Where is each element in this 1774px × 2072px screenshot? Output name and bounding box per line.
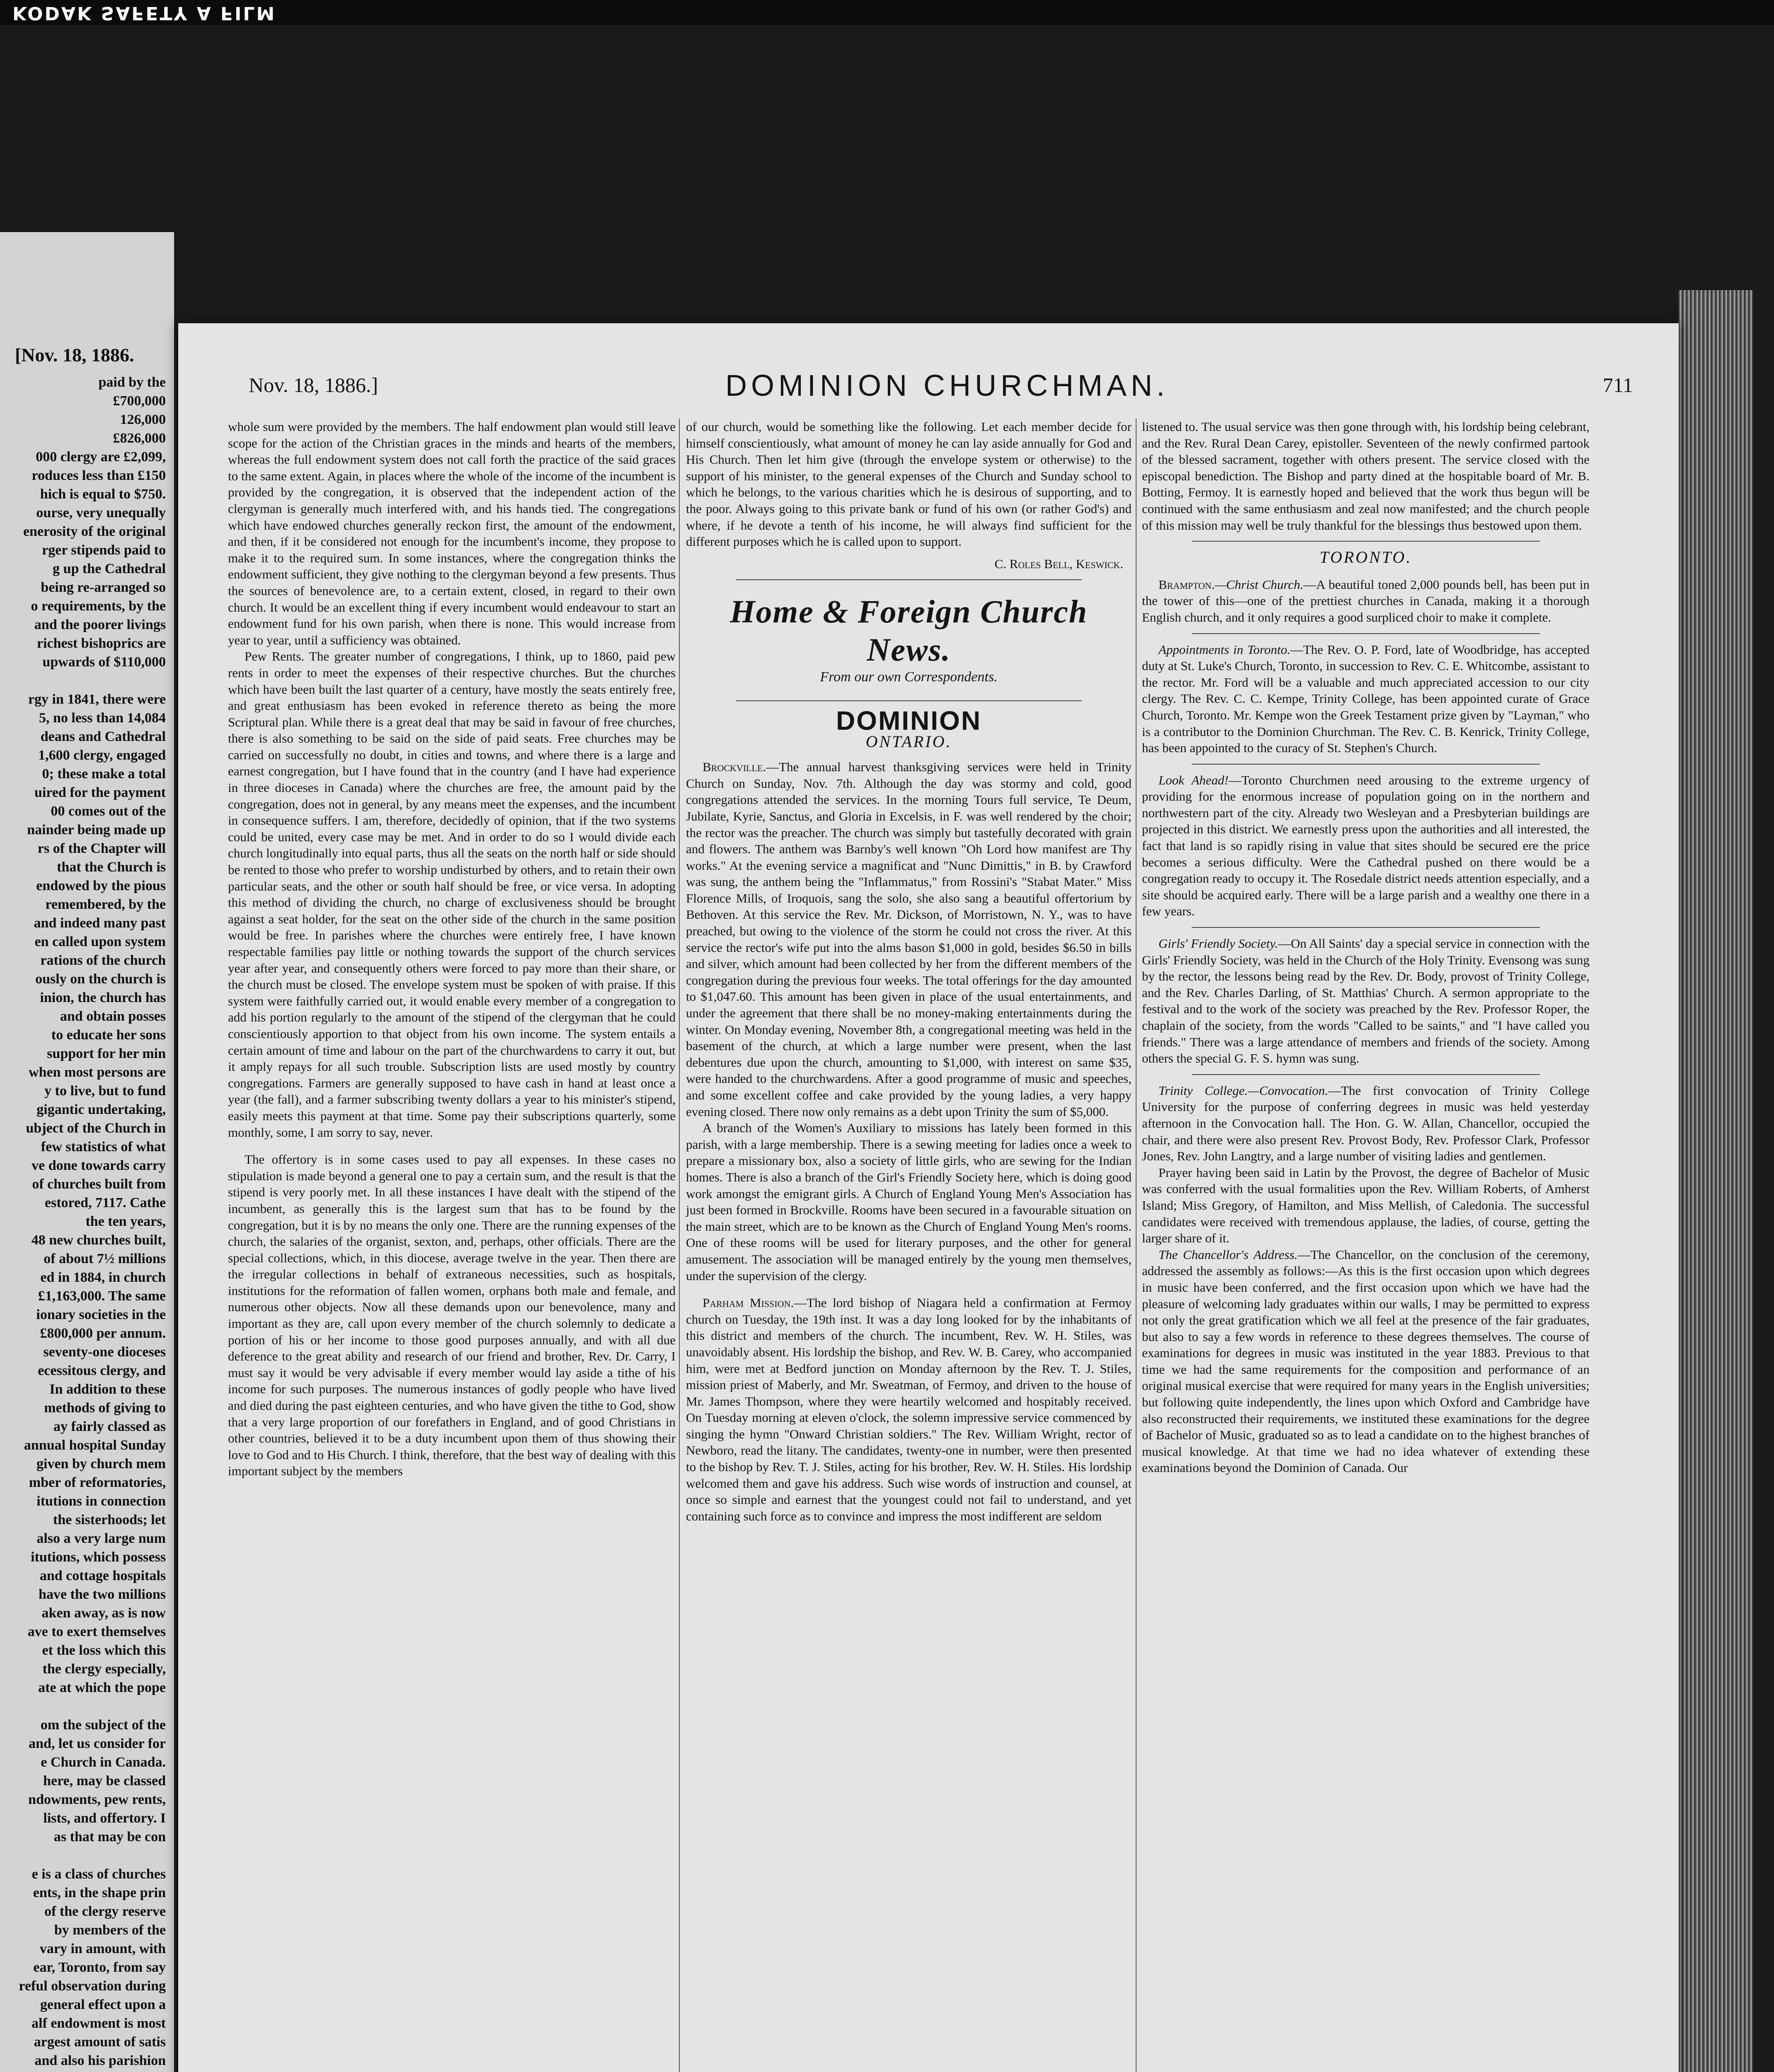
previous-page-line: rations of the church (40, 953, 166, 968)
previous-page-line: ate at which the pope (38, 1680, 166, 1695)
news-lead: Brampton. (1158, 577, 1215, 592)
previous-page-line: ecessitous clergy, and (38, 1363, 166, 1378)
column-2 (686, 419, 1132, 1524)
column-rule (679, 419, 680, 2072)
previous-page-line: the ten years, (85, 1214, 166, 1229)
previous-page-line: hich is equal to $750. (40, 487, 166, 502)
newspaper-page (178, 323, 1679, 2072)
previous-page-line: ear, Toronto, from say (33, 1960, 166, 1975)
news-item (1142, 1164, 1590, 1247)
previous-page-line: om the subject of the (40, 1717, 166, 1733)
previous-page-line: In addition to these (49, 1382, 166, 1397)
previous-page-fragment (0, 232, 174, 2072)
previous-page-line: of churches built from (32, 1176, 166, 1192)
previous-page-line: seventy-one dioceses (43, 1344, 166, 1360)
issue-date: Nov. 18, 1886.] (249, 373, 378, 397)
previous-page-line: uired for the payment (34, 785, 166, 800)
previous-page-line: given by church mem (36, 1456, 166, 1472)
section-divider (736, 700, 1082, 701)
previous-page-line: also a very large num (36, 1531, 166, 1546)
news-item (686, 759, 1132, 1120)
film-strip (0, 0, 1774, 25)
section-divider (1192, 927, 1540, 928)
previous-page-line: and indeed many past (34, 915, 166, 931)
previous-page-line: ubject of the Church in (26, 1121, 166, 1136)
previous-page-line: aken away, as is now (41, 1605, 166, 1621)
previous-page-line: and obtain posses (60, 1009, 166, 1024)
previous-page-line: of about 7½ millions (44, 1251, 166, 1266)
previous-page-line: £1,163,000. The same (38, 1288, 166, 1304)
news-text: —A beautiful toned 2,000 pounds bell, has been put in the tower of this—one of the prettiest churches in Canada, making it a thorough English church, and it only requires a good surpliced choir to make it complete. (1142, 577, 1590, 625)
previous-page-line (0, 1846, 166, 1865)
previous-page-line: inion, the church has (40, 990, 166, 1005)
previous-page-line: ave to exert themselves (27, 1624, 166, 1639)
previous-page-line: ve done towards carry (32, 1158, 166, 1173)
previous-page-line: richest bishoprics are (36, 636, 166, 651)
previous-page-line: o requirements, by the (31, 598, 166, 614)
previous-page-line: rs of the Chapter will (37, 841, 166, 856)
previous-page-line: estored, 7117. Cathe (44, 1195, 166, 1210)
paragraph: whole sum were provided by the members. The half endowment plan would still leave scope for the action of the Christian graces in the minds and hearts of the members, whereas the full endowment system does not call forth the practice of the said graces to the same extent. Again, in places where the whole of the income of the incumbent is provided by the congregation, it is observed that the independent action of the clergyman is generally much interfered with, and his hands tied. The congregations which have endowed churches generally reckon first, the amount of the endowment, and then, if it be considered not enough for the incumbent's income, they propose to make it to the required sum. In some instances, where the congregation thinks the endowment sufficient, they give nothing to the clergyman beyond a few presents. Thus the sources of benevolence are, to a certain extent, closed, in regard to their own church. It would be an excellent thing if every incumbent would endeavour to start an endowment fund for his own parish, when there is none. This would increase from year to year, until a sufficiency was obtained. (228, 419, 676, 647)
previous-page-line: to educate her sons (51, 1027, 166, 1043)
previous-page-line: 000 clergy are £2,099, (36, 449, 166, 465)
previous-page-line: 5, no less than 14,084 (39, 710, 166, 726)
section-divider (1192, 633, 1540, 634)
previous-page-line: reful observation during (19, 1978, 166, 1994)
previous-page-line: et the loss which this (42, 1643, 166, 1658)
previous-page-line: of the clergy reserve (44, 1904, 166, 1919)
previous-page-line: rger stipends paid to (42, 542, 166, 558)
news-item (1142, 1247, 1590, 1476)
news-runin: Appointments in Toronto. (1158, 642, 1291, 657)
news-text: Prayer having been said in Latin by the Provost, the degree of Bachelor of Music was conferred with the usual formalities upon the Rev. William Roberts, of Amherst Island; Miss Gregory, of Hamilton, and Miss Mellish, of Caledonia. The successful candidates were received with tremendous applause, the ladies, of course, getting the larger share of it. (1142, 1165, 1590, 1246)
previous-page-line: ionary societies in the (36, 1307, 166, 1322)
previous-page-line: upwards of $110,000 (42, 654, 166, 670)
previous-page-line: few statistics of what (41, 1139, 166, 1155)
previous-page-line: £800,000 per annum. (40, 1326, 166, 1341)
news-item (686, 1120, 1132, 1284)
news-text: —The lord bishop of Niagara held a confirmation at Fermoy church on Tuesday, the 19th inst. It was a day long looked for by the inhabitants of this district and members of the church. The incumbent, Rev. W. H. Stiles, was unavoidably absent. His lordship the bishop, and Rev. W. B. Carey, who accompanied him, were met at Bedford junction on Monday afternoon by the Rev. T. J. Stiles, mission priest of Maberly, and Mr. Sweatman, of Fermoy, and driven to the house of Mr. James Thompson, where they were heartily welcomed and hospitably received. On Tuesday morning at eleven o'clock, the solemn impressive service commenced by singing the hymn "Onward Christian soldiers." The Rev. William Wright, rector of Newboro, read the litany. The candidates, twenty-one in number, were then presented to the bishop by Rev. T. J. Stiles, acting for his brother, Rev. W. H. Stiles. His lordship welcomed them and gave his address. Such wise words of instruction and counsel, at once so simple and earnest that the youngest could not fail to understand, and yet containing such force as to convince and impress the most indifferent are seldom (686, 1295, 1132, 1523)
previous-page-line: the sisterhoods; let (53, 1512, 166, 1527)
news-item (1142, 935, 1590, 1067)
previous-page-line: deans and Cathedral (40, 729, 166, 744)
previous-page-line: alf endowment is most (32, 2016, 166, 2031)
previous-page-line: and, let us consider for (29, 1736, 166, 1751)
news-runin: Trinity College.—Convocation. (1158, 1083, 1328, 1098)
paragraph: The offertory is in some cases used to pay all expenses. In these cases no stipulation is made beyond a general one to pay a certain sum, and the result is that the stipend is very poorly met. In all these instances I have dealt with the stipend of the incumbent, as generally this is the largest sum that has to be found by the congregation, but it is by no means the only one. There are the running expenses of the church, the salaries of the organist, sexton, and, perhaps, other officials. There are the special collections, which, in this diocese, average twelve in the year. Then there are the irregular collections in behalf of extraneous necessities, such as hospitals, institutions for the reformation of fallen women, orphans both male and female, and numerous other objects. Now all these demands upon our benevolence, many and important as they are, call upon every member of the church solemnly to dedicate a portion of his or her income to those good purposes annually, and with all due deference to the great ability and research of our friend and brother, Rev. Dr. Carry, I must say it would be very advisable if every member would lay aside a tithe of his income for such purposes. The numerous instances of godly people who have lived and died during the past eighteen centuries, and who have given the tithe to God, show that a very large proportion of our forefathers in England, and of good Christians in other countries, believed it to be a duty incumbent upon them of thus showing their love to God and to His Church. I think, therefore, that the best way of dealing with this important subject by the members (228, 1152, 676, 1479)
section-divider (1192, 541, 1540, 542)
news-text: —The Chancellor, on the conclusion of the ceremony, addressed the assembly as follows:—As this is the first occasion upon which degrees in music have been conferred, and the first occasion upon which we have had the pleasure of welcoming lady graduates within our walls, I may be permitted to express not only the great gratification which we all feel at the presence of the fair graduates, but also to say a few words in reference to these degrees themselves. The course of examinations for degrees in music was instituted in the year 1883. Previous to that time we had the same requirements for the composition and performance of an original musical exercise that were required for many years in the English universities; but following quite independently, the lines upon which Oxford and Cambridge have also reconstructed their requirements, we instituted these examinations for the degree of Bachelor of Music, graduated so as to lead a candidate on to the highest branches of musical knowledge. At that time we had no idea whatever of extending these examinations beyond the Dominion of Canada. Our (1142, 1247, 1590, 1475)
previous-page-line: being re-arranged so (41, 580, 166, 595)
previous-page-line: g up the Cathedral (53, 561, 166, 576)
film-label: KODAK SAFETY A FILM (12, 2, 276, 24)
previous-page-line: by members of the (54, 1922, 166, 1938)
previous-page-line: en called upon system (34, 934, 166, 949)
letter-signature: C. Roles Bell, Keswick. (994, 556, 1123, 571)
previous-page-line: ed in 1884, in church (40, 1270, 166, 1285)
news-text: —The first convocation of Trinity College University for the purpose of conferring degrees in music was held yesterday afternoon in the Convocation hall. The Hon. G. W. Allan, Chancellor, occupied the chair, and there were also present Rev. Provost Body, Rev. Professor Clark, Professor Jones, Rev. John Langtry, and a large number of visiting ladies and gentlemen. (1142, 1083, 1590, 1164)
previous-page-line: gigantic undertaking, (36, 1102, 166, 1117)
column-1 (228, 419, 676, 1479)
previous-page-line: rgy in 1841, there were (28, 692, 166, 707)
previous-page-line: as that may be con (53, 1829, 166, 1844)
running-head (249, 365, 1646, 402)
previous-page-line: annual hospital Sunday (24, 1438, 166, 1453)
previous-page-line: itutions, which possess (31, 1549, 166, 1565)
previous-page-line: mber of reformatories, (29, 1475, 166, 1490)
previous-page-line: enerosity of the original (23, 524, 166, 539)
previous-page-line: paid by the (98, 375, 166, 390)
previous-page-line: £700,000 (113, 393, 166, 409)
previous-page-line: 00 comes out of the (51, 804, 166, 819)
previous-page-line: roduces less than £150 (32, 468, 166, 483)
previous-page-line: y to live, but to fund (44, 1083, 166, 1099)
news-text: —The Rev. O. P. Ford, late of Woodbridge, has accepted duty at St. Luke's Church, Toronto, in succession to Rev. C. E. Whitcombe, assistant to the rector. Mr. Ford will be a valuable and much appreciated accession to our city clergy. The Rev. C. C. Kempe, Trinity College, has been appointed curate of Grace Church, Toronto. Mr. Kempe won the Greek Testament prize given by "Layman," who is a contributor to the Dominion Churchman. The Rev. C. B. Kenrick, Trinity College, has been appointed to the curacy of St. Stephen's Church. (1142, 642, 1590, 755)
news-lead: Parham Mission. (703, 1295, 794, 1310)
news-runin: Look Ahead! (1158, 772, 1229, 787)
news-text: A branch of the Women's Auxiliary to missions has lately been formed in this parish, with a large membership. There is a sewing meeting for ladies once a week to prepare a missionary box, also a society of little girls, who are sewing for the Indian homes. There is also a branch of the Girl's Friendly Society here, which is doing good work amongst the emigrant girls. A Church of England Young Men's Association has just been formed in Brockville. Rooms have been secured in a favourable situation on the main street, which are to be known as the Church of England Young Men's rooms. One of these rooms will be used for literary purposes, and the other for general amusement. The association will be managed entirely by the young men themselves, under the supervision of the clergy. (686, 1121, 1132, 1283)
news-item (1142, 576, 1590, 626)
previous-page-line: have the two millions (39, 1587, 166, 1602)
previous-page-line: 1,600 clergy, engaged (38, 748, 166, 763)
previous-page-line: 126,000 (120, 412, 166, 427)
section-banner-subtitle: From our own Correspondents. (820, 669, 998, 685)
paragraph: Pew Rents. The greater number of congregations, I think, up to 1860, paid pew rents in order to meet the expenses of their respective churches. But the churches which have been built the last quarter of a century, have mostly the seats entirely free, and great enthusiasm has been evoked in reference thereto as being the more Scriptural plan. While there is a great deal that may be said in favour of free churches, there is also something to be said on the side of paid seats. Free churches may be carried on successfully no doubt, in cities and towns, and where there is a large and earnest congregation, but I have found that in the country (and I have had experience in three dioceses in Canada) where the churches are free, the amount paid by the congregation, does not in general, by any means meet the expenses, and the incumbent in consequence suffers. I am, therefore, decidedly of opinion, that if the two systems could be united, every case may be met. And in order to do so I would divide each church longitudinally into equal parts, thus all the seats on the north half or side should be rented to those who prefer to worship undisturbed by others, and to retain their own particular seats, and the other or south half should be free, or vice versa. In adopting this method of dividing the church, no charge of exclusiveness should be brought against a seat holder, for the seat on the other side of the church in the same position would be free. In parishes where the churches were entirely free, I have known respectable families pay little or nothing towards the support of the church services year after year, and consequently others were forced to pay more than their share, or the church must be closed. The envelope system must be spoken of with praise. If this system were faithfully carried out, it would enable every member of a congregation to add his portion regularly to the amount of the stipend of the clergyman that he could conscientiously apportion to that object from his own income. The system entails a certain amount of time and labour on the part of the churchwardens to carry it out, but it amply repays for all such trouble. Subscription lists are used mostly by country congregations. Farmers are generally supposed to have cash in hand at least once a year (the fall), and a farmer subscribing twenty dollars a year to his minister's stipend, easily meets this payment at that time. Some pay their subscriptions quarterly, some monthly, some, I am sorry to say, never. (228, 649, 676, 1140)
section-divider (1192, 764, 1540, 765)
column-3 (1142, 419, 1590, 1476)
previous-page-line: that the Church is (57, 859, 166, 875)
news-lead: Brockville. (703, 760, 766, 775)
previous-page-line: e is a class of churches (32, 1866, 166, 1882)
section-divider (736, 579, 1082, 580)
previous-page-line: general effect upon a (40, 1997, 166, 2012)
previous-page-line: the clergy especially, (42, 1661, 166, 1677)
paragraph: of our church, would be something like the following. Let each member decide for himself conscientiously, what amount of money he can lay aside annually for God and His Church. Then let him give (through the envelope system or otherwise) to the support of his minister, to the general expenses of the Church and Sunday school to which he belongs, to the various charities which he is desirous of supporting, and to the poor. Always going to this private bank or fund of his own (or rather God's) and where, if he devote a tenth of his income, he will always find sufficient for the different purposes which he is called upon to support. (686, 419, 1132, 549)
previous-page-line: argest amount of satis (34, 2034, 166, 2050)
toronto-heading: TORONTO. (1319, 548, 1412, 567)
previous-page-line: 0; these make a total (42, 766, 166, 782)
masthead-title: DOMINION CHURCHMAN. (725, 369, 1169, 402)
news-runin: Girls' Friendly Society. (1158, 936, 1278, 951)
news-item (1142, 641, 1590, 756)
previous-page-line: e Church in Canada. (41, 1755, 166, 1770)
previous-page-line: lists, and offertory. I (43, 1811, 166, 1826)
previous-page-text (0, 373, 166, 2072)
previous-page-line: and cottage hospitals (39, 1568, 166, 1583)
news-item (686, 1295, 1132, 1524)
paragraph: listened to. The usual service was then gone through with, his lordship being celebrant, and the Rev. Rural Dean Carey, epistoller. Seventeen of the newly confirmed partook of the blessed sacrament, together with others present. The service closed with the episcopal benediction. The Bishop and party dined at the hospitable board of Mr. B. Botting, Fermoy. It is earnestly hoped and believed that the work thus begun will be continued with the same enthusiasm and zeal now manifested; and the church people of this mission may well be truly thankful for the blessings thus bestowed upon them. (1142, 419, 1590, 533)
previous-page-line (0, 2070, 166, 2072)
previous-page-line: support for her min (47, 1046, 166, 1061)
news-item (1142, 772, 1590, 920)
previous-page-line: nainder being made up (27, 822, 166, 838)
section-banner-title: Home & Foreign Church News. (729, 593, 1088, 668)
previous-page-line (0, 1697, 166, 1716)
column-rule (1136, 419, 1137, 2072)
previous-page-line (0, 671, 166, 690)
page-number: 711 (1602, 373, 1633, 397)
news-runin: The Chancellor's Address. (1158, 1247, 1298, 1262)
previous-page-line: ourse, very unequally (36, 505, 166, 520)
news-text: —On All Saints' day a special service in connection with the Girls' Friendly Society, was held in the Church of the Holy Trinity. Evensong was sung by the rector, the lessons being read by the Rev. Dr. Body, provost of Trinity College, and the Rev. Charles Darling, of St. Matthias' Church. A sermon appropriate to the festival and to the work of the society was preached by the Rev. Professor Roper, the chaplain of the society, from the words "Called to be saints," and "I have called you friends." There was a large attendance of members and friends of the society. Among others the special G. F. S. hymn was sung. (1142, 936, 1590, 1066)
previous-page-line: ents, in the shape prin (33, 1885, 166, 1900)
previous-page-line: itutions in connection (36, 1493, 166, 1509)
previous-page-line: endowed by the pious (36, 878, 166, 893)
previous-page-line: ously on the church is (35, 971, 166, 987)
previous-page-line: here, may be classed (43, 1773, 166, 1789)
previous-page-header: [Nov. 18, 1886. (15, 344, 134, 366)
news-text: —Toronto Churchmen need arousing to the extreme urgency of providing for the enormous increase of population going on in the northern and northwestern part of the city. Already two Wesleyan and a Presbyterian buildings are projected in this district. We earnestly press upon the authorities and all interested, the fact that land is so rapidly rising in value that sites should be secured ere the price becomes a serious difficulty. Were the Cathedral pushed on there would be a congregation ready to occupy it. The Rosedale district needs attention especially, and a site should be acquired early. There will be a large parish and a wealthy one there in a few years. (1142, 772, 1590, 919)
previous-page-line: remembered, by the (45, 897, 166, 912)
ontario-heading: ONTARIO. (865, 732, 952, 751)
previous-page-line: methods of giving to (44, 1400, 166, 1416)
dominion-heading: DOMINION (836, 705, 982, 736)
section-divider (1192, 1074, 1540, 1075)
previous-page-line: ndowments, pew rents, (28, 1792, 166, 1807)
news-item (1142, 1082, 1590, 1164)
previous-page-line: vary in amount, with (39, 1941, 166, 1956)
news-text: —The annual harvest thanksgiving services were held in Trinity Church on Sunday, Nov. 7th. Although the day was stormy and cold, good congregations attended the services. In the morning Tours full service, Te Deum, Jubilate, Kyrie, Sanctus, and Gloria in Excelsis, in F. was well rendered by the choir; the rector was the preacher. The church was simply but tastefully decorated with grain and flowers. The anthem was Barnby's well known "Oh Lord how manifest are Thy works." At the evening service a magnificat and "Nunc Dimittis," in B. by Crawford was sung, the anthem being the "Inflammatus," from Rossini's "Stabat Mater." Miss Florence Mills, of Iroquois, sang the solo, she also sang a beautiful offertorium by Bethoven. At this service the Rev. Mr. Dickson, of Morristown, N. Y., was to have preached, but owing to the violence of the storm he could not cross the river. At this service the rector's wife put into the alms bason $1,000 in gold, besides $6.50 in bills and silver, which amount had been collected by her from the different members of the congregation during the previous four weeks. The total offerings for the day amounted to $1,047.60. This amount has been given in place of the usual entertainments, and under the agreement that there shall be no money-making entertainments during the winter. On Monday evening, November 8th, a congregational meeting was held in the basement of the church, at which a large number were present, when the last debentures due upon the church, amounting to $1,000, with interest on same $35, were handed to the churchwardens. After a good programme of music and speeches, and some excellent coffee and cake provided by the young ladies, a very happy evening closed. There now only remains as a debt upon Trinity the sum of $5,000. (686, 760, 1132, 1119)
previous-page-line: when most persons are (29, 1065, 166, 1080)
previous-page-line: ay fairly classed as (53, 1419, 166, 1434)
previous-page-line: £826,000 (113, 431, 166, 446)
previous-page-line: and also his parishion (34, 2053, 166, 2068)
news-runin: —Christ Church. (1214, 577, 1304, 592)
book-page-edges (1679, 290, 1753, 2072)
previous-page-line: and the poorer livings (34, 617, 166, 632)
previous-page-line: 48 new churches built, (31, 1232, 166, 1248)
